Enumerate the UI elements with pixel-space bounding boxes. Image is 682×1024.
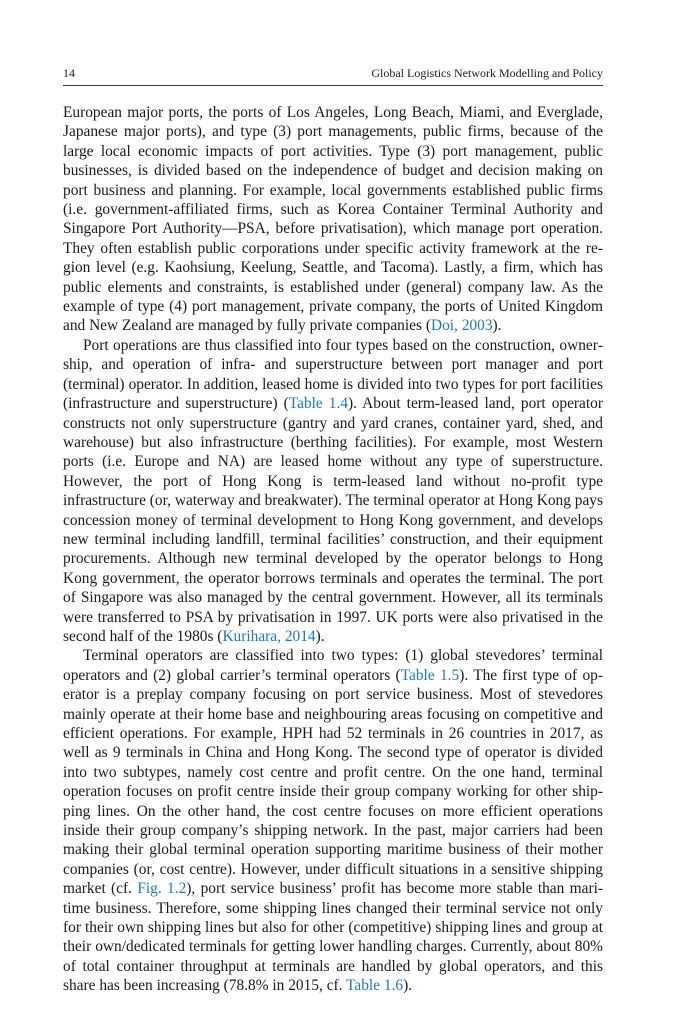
body-text xyxy=(63,103,603,996)
paragraph-2-text: Port operations are thus classified into four types based on the construction, ownership, and operation of infra- and superstructure between port manager and port (terminal) operator. In addition, leased home is divided into two types for port facilities (infrastructure and superstructure) ( xyxy=(63,336,603,413)
citation-kurihara-2014-link[interactable]: Kurihara, 2014 xyxy=(222,627,316,645)
running-title: Global Logistics Network Modelling and Policy xyxy=(371,66,603,80)
citation-doi-2003-link[interactable]: Doi, 2003 xyxy=(430,317,493,335)
paragraph-1-text: European major ports, the ports of Los Angeles, Long Beach, Miami, and Everglade, Japanese major ports), and type (3) port managements, public firms, because of the large local economic impacts of port activities. Type (3) port management, public businesses, is divided based on the independence of budget and decision making on port business and planning. For example, local governments established public firms (i.e. government-affiliated firms, such as Korea Container Terminal Authority and Singapore Port Authority—PSA, before privatisation), which manage port operation. They often establish public corporations under specific activity framework at the region level (e.g. Kaohsiung, Keelung, Seattle, and Tacoma). Lastly, a firm, which has public elements and constraints, is established under (general) company law. As the example of type (4) port management, private company, the ports of United Kingdom and New Zealand are managed by fully private companies ( xyxy=(63,104,603,335)
paragraph-1 xyxy=(63,103,603,336)
figure-1-2-link[interactable]: Fig. 1.2 xyxy=(137,880,187,898)
paragraph-3 xyxy=(63,646,603,995)
page-number: 14 xyxy=(63,66,75,80)
paragraph-2-text-end: ). xyxy=(315,627,325,645)
table-1-4-link[interactable]: Table 1.4 xyxy=(288,395,349,413)
page-header xyxy=(63,60,603,86)
paragraph-3-text: Terminal operators are classified into two types: (1) global stevedores’ terminal operators and (2) global carrier’s terminal operators ( xyxy=(63,647,603,684)
paragraph-3-text-middle: ). The first type of operator is a preplay company focusing on port service business. Most of stevedores mainly operate at their home base and neighbouring areas focusing on competitive and efficient operations. For example, HPH had 52 terminals in 26 countries in 2017, as well as 9 terminals in China and Hong Kong. The second type of operator is divided into two subtypes, namely cost centre and profit centre. On the one hand, terminal operation focuses on profit centre inside their group company working for other shipping lines. On the other hand, the cost centre focuses on more efficient operations inside their group company’s shipping network. In the past, major carriers had been making their global terminal operation supporting maritime business of their mother companies (or, cost centre). However, under difficult situations in a sensitive shipping market (cf. xyxy=(63,666,603,898)
paragraph-2-text-middle: ). About term-leased land, port operator constructs not only superstructure (gantry and yard cranes, container yard, shed, and warehouse) but also infrastructure (berthing facilities). For example, most Western ports (i.e. Europe and NA) are leased home without any type of superstructure. However, the port of Hong Kong is term-leased land without no-profit type infrastructure (or, waterway and breakwater). The terminal operator at Hong Kong pays concession money of terminal development to Hong Kong government, and develops new terminal including landfill, terminal facilities’ construction, and their equipment procurements. Although new terminal developed by the operator belongs to Hong Kong government, the operator borrows terminals and operates the terminal. The port of Singapore was also managed by the central government. However, all its terminals were transferred to PSA by privatisation in 1997. UK ports were also privatised in the second half of the 1980s ( xyxy=(63,395,603,645)
paragraph-3-text-later: ), port service business’ profit has become more stable than maritime business. Therefore, some shipping lines changed their terminal service not only for their own shipping lines but also for other (competitive) shipping lines and group at their own/dedicated terminals for getting lower handling charges. Currently, about 80% of total container throughput at terminals are handled by global operators, and this share has been increasing (78.8% in 2015, cf. xyxy=(63,880,603,995)
table-1-5-link[interactable]: Table 1.5 xyxy=(400,666,460,684)
table-1-6-link[interactable]: Table 1.6 xyxy=(346,977,404,995)
paragraph-3-text-end: ). xyxy=(403,977,413,995)
paragraph-2 xyxy=(63,336,603,647)
paragraph-1-text-end: ). xyxy=(492,317,502,335)
